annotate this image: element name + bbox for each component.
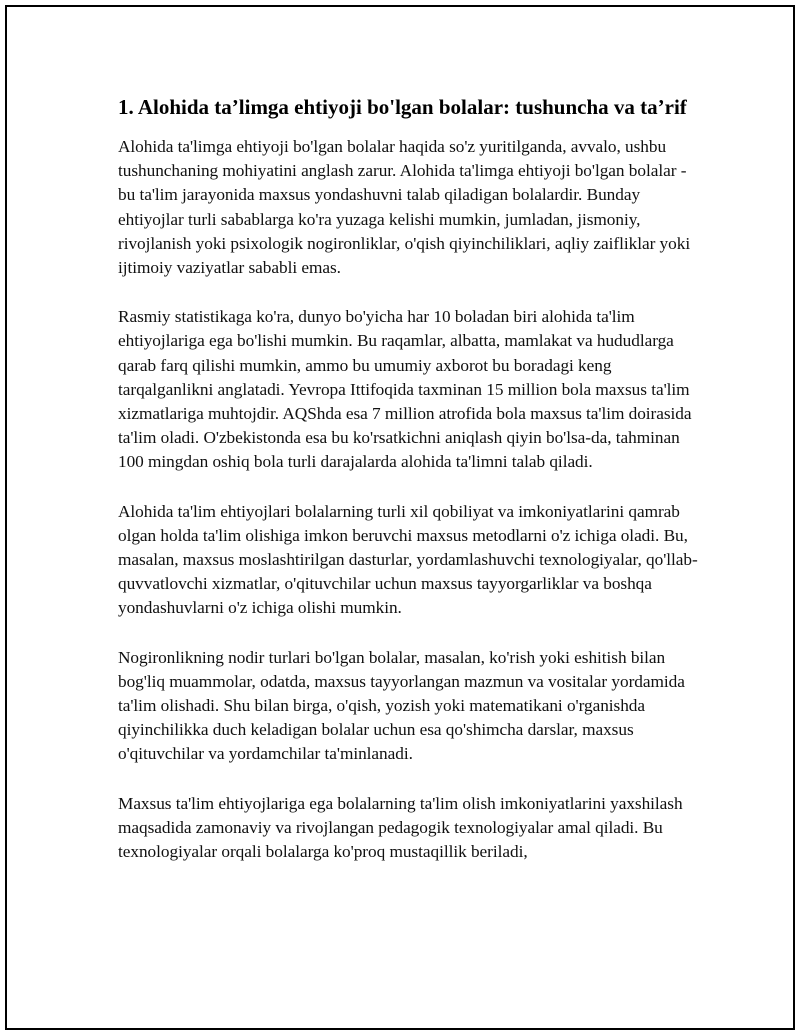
paragraph-technologies: Maxsus ta'lim ehtiyojlariga ega bolalarning ta'lim olish imkoniyatlarini yaxshilash maqsadida zamonaviy va rivojlangan pedagogik texnologiyalar amal qiladi. Bu texnologiyalar orqali bolalarga ko'proq mustaqillik beriladi, (118, 793, 683, 862)
document-body (118, 93, 698, 864)
section-heading: 1. Alohida ta’limga ehtiyoji bo'lgan bolalar: tushuncha va ta’rif (118, 95, 687, 119)
paragraph-disabilities: Nogironlikning nodir turlari bo'lgan bolalar, masalan, ko'rish yoki eshitish bilan bog'liq muammolar, odatda, maxsus tayyorlangan mazmun va vositalar yordamida ta'lim olishadi. Shu bilan birga, o'qish, yozish yoki matematikani o'rganishda qiyinchilikka duch keladigan bolalar uchun esa qo'shimcha darslar, maxsus o'qituvchilar va yordamchilar ta'minlanadi. (118, 647, 685, 764)
paragraph-definition: Alohida ta'limga ehtiyoji bo'lgan bolalar haqida so'z yuritilganda, avvalo, ushbu tushunchaning mohiyatini anglash zarur. Alohida ta'limga ehtiyoji bo'lgan bolalar - bu ta'lim jarayonida maxsus yondashuvni talab qiladigan bolalardir. Bunday ehtiyojlar turli sabablarga ko'ra yuzaga kelishi mumkin, jumladan, jismoniy, rivojlanish yoki psixologik nogironliklar, o'qish qiyinchiliklari, aqliy zaifliklar yoki ijtimoiy vaziyatlar sababli emas. (118, 137, 691, 278)
paragraph-methods: Alohida ta'lim ehtiyojlari bolalarning turli xil qobiliyat va imkoniyatlarini qamrab olgan holda ta'lim olishiga imkon beruvchi maxsus metodlarni o'z ichiga oladi. Bu, masalan, maxsus moslashtirilgan dasturlar, yordamlashuvchi texnologiyalar, qo'llab-quvvatlovchi xizmatlar, o'qituvchilar uchun maxsus tayyorgarliklar va boshqa yondashuvlarni o'z ichiga olishi mumkin. (118, 501, 698, 618)
paragraph-statistics: Rasmiy statistikaga ko'ra, dunyo bo'yicha har 10 boladan biri alohida ta'lim ehtiyojlariga ega bo'lishi mumkin. Bu raqamlar, albatta, mamlakat va hududlarga qarab farq qilishi mumkin, ammo bu umumiy axborot bu boradagi keng tarqalganlikni anglatadi. Yevropa Ittifoqida taxminan 15 million bola maxsus ta'lim xizmatlariga muhtojdir. AQShda esa 7 million atrofida bola maxsus ta'lim doirasida ta'lim oladi. O'zbekistonda esa bu ko'rsatkichni aniqlash qiyin bo'lsa-da, tahminan 100 mingdan oshiq bola turli darajalarda alohida ta'limni talab qiladi. (118, 307, 692, 472)
